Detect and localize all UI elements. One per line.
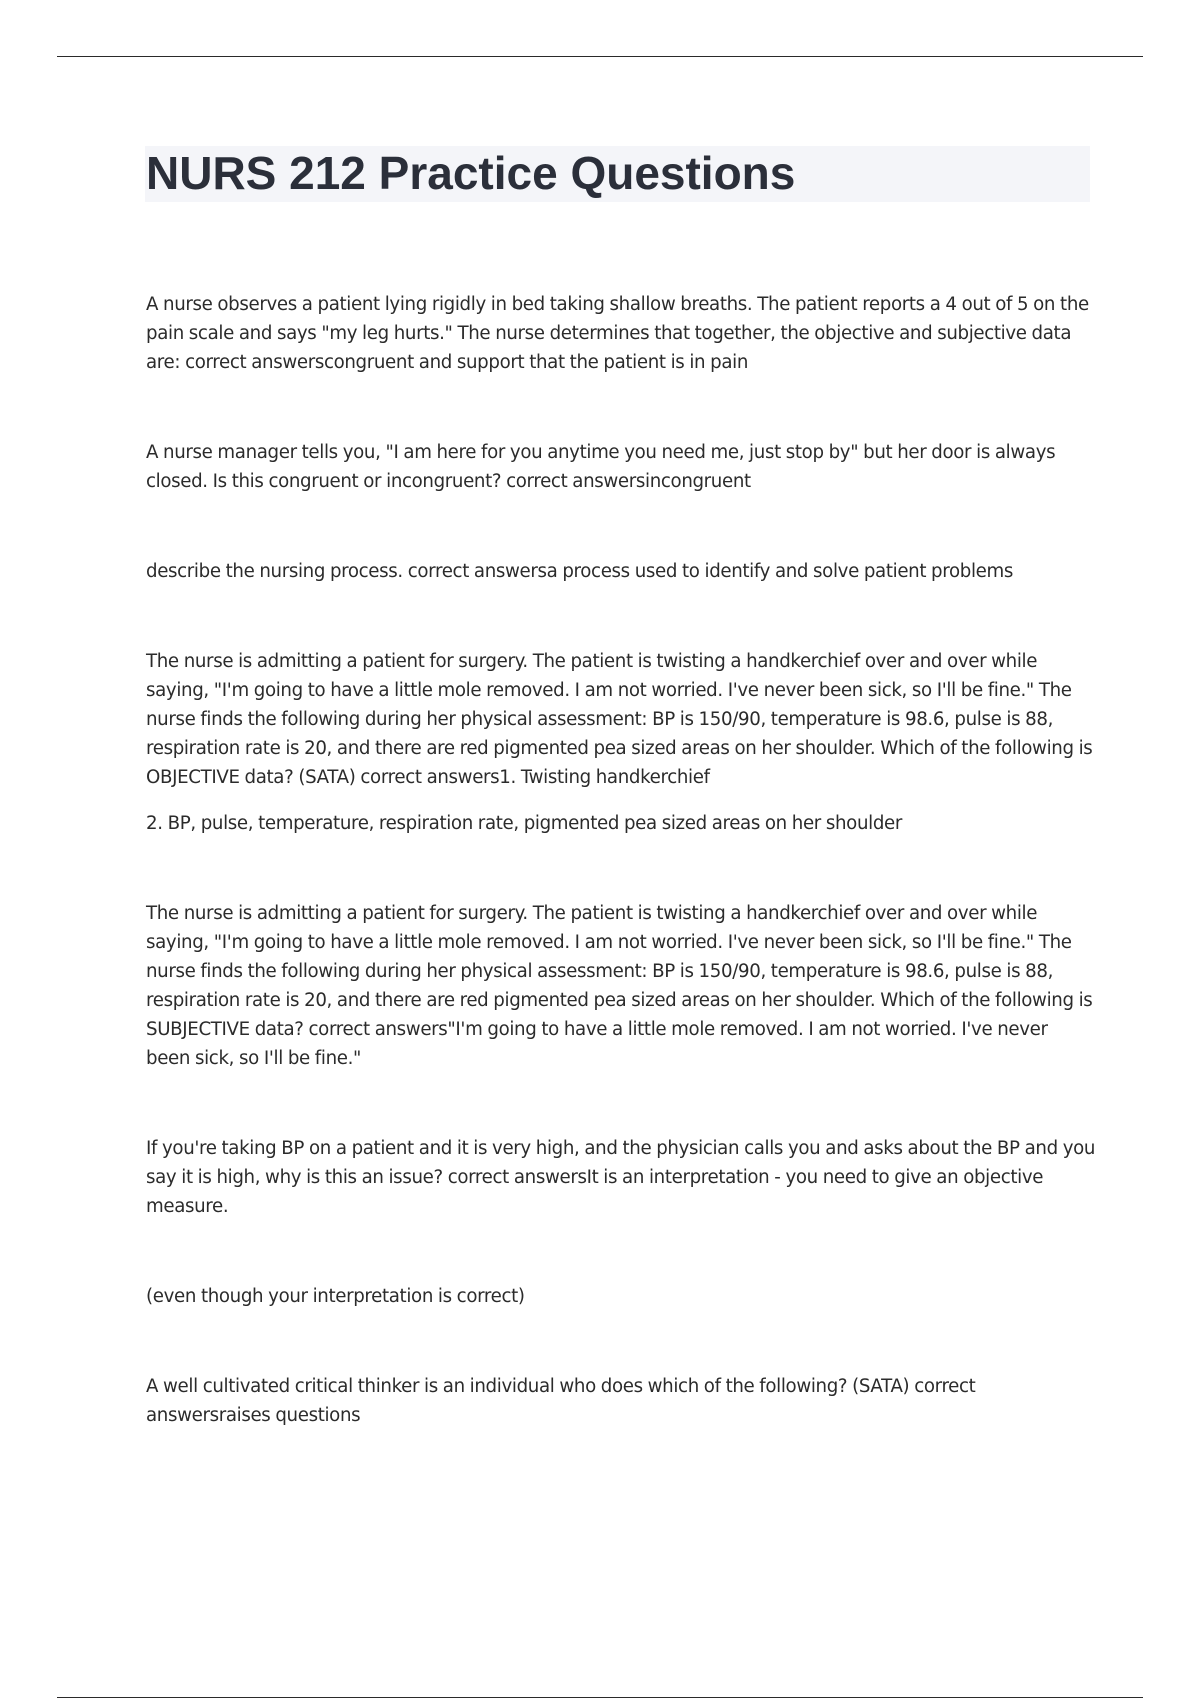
question-paragraph: The nurse is admitting a patient for surgery. The patient is twisting a handkerchief over and over while saying, "I'm going to have a little mole removed. I am not worried. I've never been sick, so I'll be fine." The nurse finds the following during her physical assessment: BP is 150/90, temperature is 98.6, pulse is 88, respiration rate is 20, and there are red pigmented pea sized areas on her shoulder. Which of the following is OBJECTIVE data? (SATA) correct answers1. Twisting handkerchief [146,651,1093,788]
question-paragraph: A well cultivated critical thinker is an individual who does which of the following? (SATA) correct answersraises questions [146,1376,976,1426]
question-paragraph: A nurse manager tells you, "I am here for you anytime you need me, just stop by" but her door is always closed. Is this congruent or incongruent? correct answersincongruent [146,442,1056,492]
question-paragraph: A nurse observes a patient lying rigidly in bed taking shallow breaths. The patient reports a 4 out of 5 on the pain scale and says "my leg hurts." The nurse determines that together, the objective and subjective data are: correct answerscongruent and support that the patient is in pain [146,294,1089,373]
answer-continuation: 2. BP, pulse, temperature, respiration rate, pigmented pea sized areas on her shoulder [146,813,902,834]
document-body [146,290,1096,1430]
question-paragraph: If you're taking BP on a patient and it is very high, and the physician calls you and asks about the BP and you say it is high, why is this an issue? correct answersIt is an interpretation - you need to give an objective measure. [146,1138,1096,1217]
question-paragraph: The nurse is admitting a patient for surgery. The patient is twisting a handkerchief over and over while saying, "I'm going to have a little mole removed. I am not worried. I've never been sick, so I'll be fine." The nurse finds the following during her physical assessment: BP is 150/90, temperature is 98.6, pulse is 88, respiration rate is 20, and there are red pigmented pea sized areas on her shoulder. Which of the following is SUBJECTIVE data? correct answers"I'm going to have a little mole removed. I am not worried. I've never been sick, so I'll be fine." [146,903,1093,1069]
page-title: NURS 212 Practice Questions [146,147,796,199]
footer-rule [57,1697,1143,1698]
question-paragraph: describe the nursing process. correct answersa process used to identify and solve patient problems [146,561,1013,582]
header-rule [57,56,1143,57]
answer-note: (even though your interpretation is correct) [146,1286,525,1307]
